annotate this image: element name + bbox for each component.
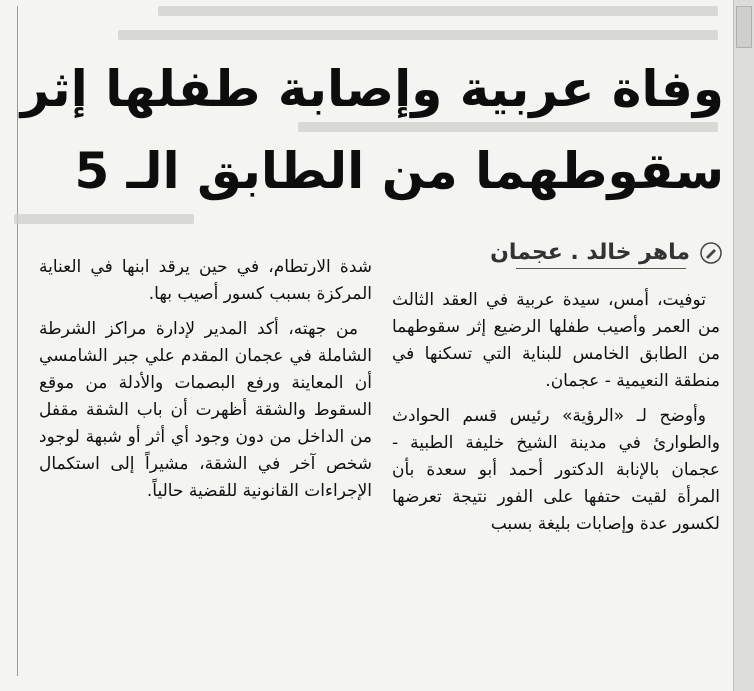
paragraph: توفيت، أمس، سيدة عربية في العقد الثالث من العمر وأصيب طفلها الرضيع إثر سقوطهما من الطابق الخامس للبناية التي تسكنها في منطقة النعيمية - عجمان.: [392, 290, 720, 391]
headline-line-1: وفاة عربية وإصابة طفلها إثر: [20, 60, 724, 118]
article-column-left: [39, 254, 372, 513]
show-through-line: [298, 122, 718, 132]
show-through-line: [118, 30, 718, 40]
paragraph: من جهته، أكد المدير لإدارة مراكز الشرطة الشاملة في عجمان المقدم علي جبر الشامسي أن المعاينة ورفع البصمات والأدلة من موقع السقوط والشقة أظهرت أن باب الشقة مقفل من الداخل من دون وجود أي أثر أو شبهة لوجود شخص آخر في الشقة، مشيراً إلى استكمال الإجراءات القانونية للقضية حالياً.: [39, 319, 372, 501]
headline-line-2: سقوطهما من الطابق الـ 5: [74, 142, 724, 200]
pen-icon: [700, 242, 722, 264]
byline-text: ماهر خالد . عجمان: [490, 240, 690, 265]
column-rule: [17, 6, 18, 676]
page-edge: [733, 0, 754, 691]
byline: [472, 238, 722, 272]
paragraph: وأوضح لـ «الرؤية» رئيس قسم الحوادث والطوارئ في مدينة الشيخ خليفة الطبية - عجمان بالإنابة الدكتور أحمد أبو سعدة بأن المرأة لقيت حتفها على الفور نتيجة تعرضها لكسور عدة وإصابات بليغة بسبب: [392, 406, 720, 534]
article-column-right: [392, 287, 720, 546]
page-edge-mark: [736, 6, 752, 48]
show-through-line: [14, 214, 194, 224]
paragraph: شدة الارتطام، في حين يرقد ابنها في العناية المركزة بسبب كسور أصيب بها.: [39, 257, 372, 304]
show-through-line: [158, 6, 718, 16]
byline-underline: [516, 268, 686, 269]
